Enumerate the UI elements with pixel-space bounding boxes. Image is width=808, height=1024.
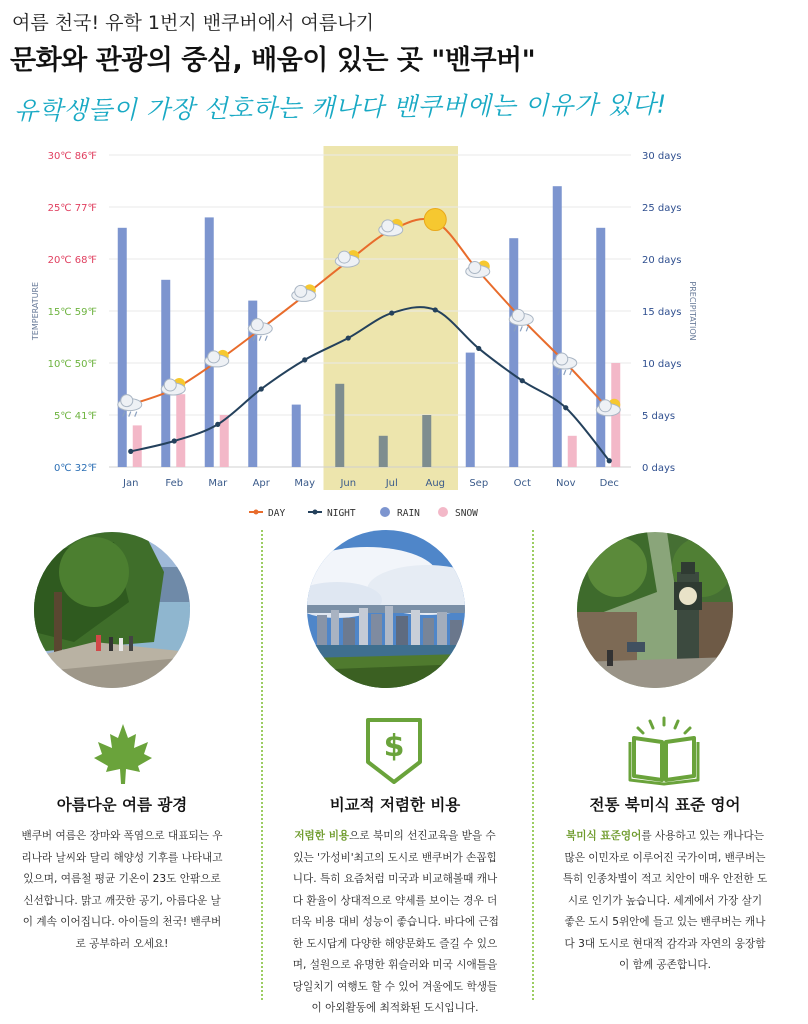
body-text: 한 도시답게 다양한 해양문화도 즐길 수 있으 [292,937,498,950]
night-point [302,357,307,362]
feature-text-line [275,998,515,1020]
feature-text-line [545,955,785,977]
left-tick-label: 5℃ 41℉ [53,411,97,422]
body-text: 신선합니다. 맑고 깨끗한 공기, 아름다운 날 [23,894,221,907]
feature-text-line [2,891,242,913]
feature-title-cost: 비교적 저렴한 비용 [329,796,461,814]
feature-text-line [2,934,242,956]
body-text: 좋은 도시 5위안에 들고 있는 밴쿠버는 캐나 [564,916,766,928]
left-tick-label: 15℃ 59℉ [47,307,97,318]
feature-text-line [2,912,242,934]
cloud-icon [338,251,350,263]
cloud-icon [121,395,133,407]
rain-drop-icon [135,412,137,417]
legend-label: DAY [268,508,286,519]
column-divider-2 [532,530,534,1000]
body-text: 있는 '가성비'최고의 도시로 밴쿠버가 손꼽힙 [293,851,497,864]
page-subtitle: 여름 천국! 유학 1번지 밴쿠버에서 여름나기 [12,12,374,34]
night-point [563,405,568,410]
body-text: 다 3대 도시로 현대적 감각과 자연의 웅장함 [564,937,766,950]
feature-text-line [275,912,515,934]
right-axis-label: PRECIPITATION [688,281,697,341]
highlight-text: 저렴한 비용 [294,830,350,842]
body-text: 다 환율이 상대적으로 약세를 보이는 경우 더 [292,894,498,907]
snow-bar [176,394,185,467]
x-tick-label: Apr [252,478,270,489]
cloud-icon [469,261,481,273]
x-tick-label: Feb [165,478,184,489]
feature-text-line [275,826,515,848]
night-point [128,449,133,454]
body-text: 를 사용하고 있는 캐나다는 [641,830,764,842]
body-text: 더욱 비용 대비 성능이 좋습니다. 바다에 근접 [291,916,499,928]
night-point [259,386,264,391]
body-text: 으로 북미의 선진교육을 받을 수 [349,830,496,842]
feature-text-line [275,934,515,956]
feature-title-english: 전통 북미식 표준 영어 [589,796,741,814]
night-point [172,438,177,443]
feature-text-line [545,934,785,956]
rain-bar [422,415,431,467]
rain-bar [118,228,127,467]
legend-swatch-snow [438,507,448,517]
body-text: 있으며, 여름철 평균 기온이 23도 안팎으로 [23,873,221,885]
night-point [215,422,220,427]
left-axis-label: TEMPERATURE [31,281,40,341]
x-tick-label: Jun [340,478,357,489]
feature-text-line [2,869,242,891]
x-tick-label: May [294,478,316,489]
night-point [433,307,438,312]
feature-text-line [545,848,785,870]
rain-bar [466,353,475,467]
rain-drop-icon [129,412,131,417]
rain-drop-icon [526,326,528,331]
cloud-icon [599,400,611,412]
left-tick-label: 10℃ 50℉ [47,359,97,370]
night-point [520,378,525,383]
open-book-icon [628,716,700,786]
page-slogan: 유학생들이 가장 선호하는 캐나다 밴쿠버에는 이유가 있다! [13,89,667,126]
feature-text-line [275,891,515,913]
feature-text-line [275,869,515,891]
feature-text-line [545,891,785,913]
left-tick-label: 0℃ 32℉ [53,463,97,474]
cloud-icon [164,379,176,391]
rain-drop-icon [520,326,522,331]
night-point [346,335,351,340]
cloud-icon [382,220,394,232]
right-tick-label: 30 days [642,151,682,162]
body-text: 이 함께 공존합니다. [619,959,711,971]
right-tick-label: 20 days [642,255,682,266]
x-tick-label: Aug [425,478,446,489]
body-text: 니다. 특히 요즘처럼 미국과 비교해볼때 캐나 [292,873,498,885]
legend-label: NIGHT [327,508,356,519]
rain-bar [379,436,388,467]
svg-text:$: $ [383,729,405,764]
night-point [607,458,612,463]
legend-label: SNOW [455,508,478,519]
page-title: 문화와 관광의 중심, 배움이 있는 곳 "밴쿠버" [10,45,536,76]
column-divider-1 [261,530,263,1000]
body-text: 시로 인기가 높습니다. 세계에서 가장 살기 [567,894,763,907]
snow-bar [133,425,142,467]
body-text: 특히 인종차별이 적고 치안이 매우 안전한 도 [562,873,768,885]
body-text: 로 공부하러 오세요! [75,937,169,950]
rain-bar [553,186,562,467]
photo-vancouver-skyline [307,530,465,688]
x-tick-label: Oct [513,478,531,489]
rain-bar [161,280,170,467]
feature-text-line [545,826,785,848]
feature-text-line [275,977,515,999]
cloud-icon [556,353,568,365]
photo-gastown-steam-clock [577,532,733,688]
rain-drop-icon [265,336,267,341]
legend-label: RAIN [397,508,420,519]
night-point [389,310,394,315]
rain-bar [292,405,301,467]
right-tick-label: 25 days [642,203,682,214]
legend-swatch-dot [254,510,259,515]
highlight-text: 북미식 표준영어 [566,830,642,842]
feature-text-line [545,869,785,891]
feature-text-cost [275,826,515,1020]
x-tick-label: Jan [123,478,139,489]
x-tick-label: Jul [385,478,398,489]
body-text: 당일치기 여행도 할 수 있어 겨울에도 학생들 [292,980,498,993]
cloud-icon [512,309,524,321]
photo-seawall-path [34,532,190,688]
sun-icon [424,209,446,231]
feature-title-summer: 아름다운 여름 광경 [56,796,188,814]
body-text: 이 아외활동에 최적화된 도시입니다. [311,1002,479,1014]
cloud-icon [295,285,307,297]
feature-text-line [2,848,242,870]
feature-text-line [275,848,515,870]
dollar-tag-icon [362,716,426,786]
feature-text-english [545,826,785,977]
feature-text-line [275,955,515,977]
cloud-icon [251,319,263,331]
right-tick-label: 15 days [642,307,682,318]
feature-text-summer [2,826,242,955]
feature-text-line [2,826,242,848]
feature-text-line [545,912,785,934]
snow-bar [568,436,577,467]
x-tick-label: Mar [208,478,228,489]
climate-chart [0,130,808,530]
right-tick-label: 5 days [642,411,676,422]
rain-bar [509,238,518,467]
left-tick-label: 25℃ 77℉ [47,203,97,214]
body-text: 며, 설원으로 유명한 휘슬러와 미국 시애틀을 [292,959,498,971]
rain-drop-icon [564,370,566,375]
x-tick-label: Dec [599,478,619,489]
right-tick-label: 10 days [642,359,682,370]
maple-leaf-icon [92,722,154,786]
legend-swatch-dot [313,510,318,515]
left-tick-label: 20℃ 68℉ [47,255,97,266]
cloud-icon [208,351,220,363]
rain-bar [596,228,605,467]
rain-bar [335,384,344,467]
body-text: 밴쿠버 여름은 장마와 폭염으로 대표되는 우 [21,830,223,842]
rain-drop-icon [259,336,261,341]
x-tick-label: Sep [469,478,489,489]
night-point [476,346,481,351]
legend-swatch-rain [380,507,390,517]
body-text: 많은 이민자로 이루어진 국가이며, 밴쿠버는 [564,851,766,864]
body-text: 리나라 날씨와 달리 해양성 기후를 나타내고 [21,851,223,864]
left-tick-label: 30℃ 86℉ [47,151,97,162]
x-tick-label: Nov [555,478,576,489]
rain-drop-icon [570,370,572,375]
body-text: 이 계속 이어집니다. 아이들의 천국! 밴쿠버 [22,916,222,928]
right-tick-label: 0 days [642,463,676,474]
